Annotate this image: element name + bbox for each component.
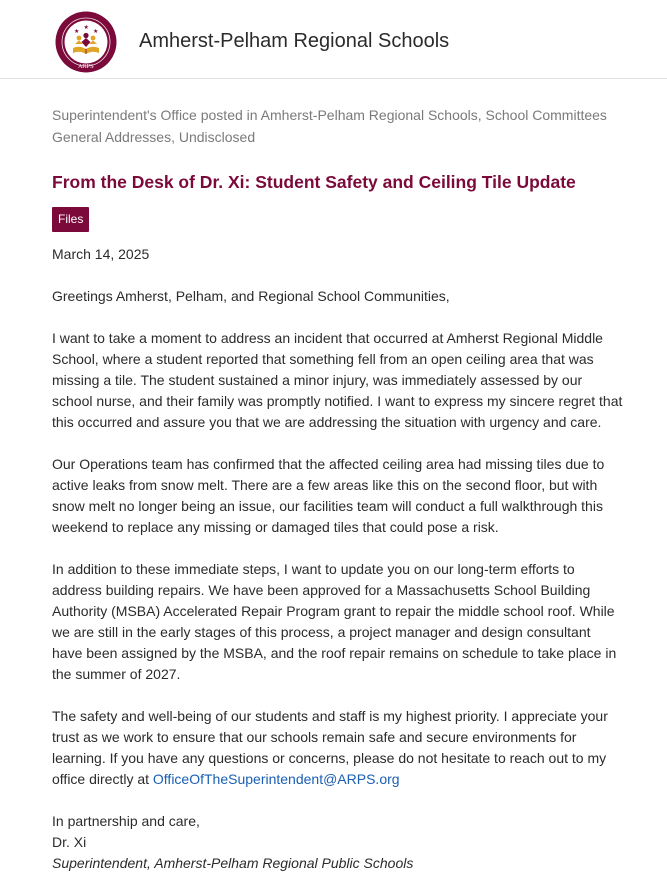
signature-name: Dr. Xi	[52, 834, 87, 850]
text-line: address building repairs. We have been approved for a Massachusetts School Building	[52, 582, 591, 598]
text-line: Our Operations team has confirmed that the affected ceiling area had missing tiles due to	[52, 456, 605, 472]
post-title: From the Desk of Dr. Xi: Student Safety and Ceiling Tile Update	[52, 172, 576, 192]
closing: In partnership and care,	[52, 813, 200, 829]
post-body	[52, 244, 632, 895]
logo-text: ARPS	[78, 64, 94, 70]
paragraph	[52, 454, 632, 538]
files-badge[interactable]: Files	[52, 207, 89, 232]
svg-text:★: ★	[93, 28, 99, 35]
arps-logo-icon[interactable]	[55, 11, 117, 73]
svg-text:★: ★	[74, 28, 80, 35]
text-line: snow melt no longer being an issue, our facilities team will conduct a full walkthrough this	[52, 498, 603, 514]
text-line: school nurse, and their family was promptly notified. I want to express my sincere regret that	[52, 393, 623, 409]
text-line: I want to take a moment to address an incident that occurred at Amherst Regional Middle	[52, 330, 603, 346]
text-line: The safety and well-being of our students and staff is my highest priority. I appreciate your	[52, 708, 608, 724]
text-line: active leaks from snow melt. There are a few areas like this on the second floor, but with	[52, 477, 598, 493]
post-meta	[52, 104, 632, 148]
signature-block	[52, 811, 632, 874]
paragraph	[52, 559, 632, 685]
text-line: School, where a student reported that something fell from an open ceiling area that was	[52, 351, 594, 367]
text-line: missing a tile. The student sustained a minor injury, was immediately assessed by our	[52, 372, 583, 388]
text-line: have been assigned by the MSBA, and the roof repair remains on schedule to take place in	[52, 645, 617, 661]
site-title[interactable]: Amherst-Pelham Regional Schools	[139, 30, 450, 52]
post-meta-line: Superintendent's Office posted in Amherst-Pelham Regional Schools, School Committees	[52, 107, 607, 123]
text-line: we are still in the early stages of this process, a project manager and design consultant	[52, 624, 591, 640]
text-line: Authority (MSBA) Accelerated Repair Program grant to repair the middle school roof. While	[52, 603, 615, 619]
text-line: trust as we work to ensure that our schools remain safe and secure environments for	[52, 729, 577, 745]
site-header	[0, 0, 667, 79]
text-line: In addition to these immediate steps, I want to update you on our long-term efforts to	[52, 561, 575, 577]
text-line: weekend to replace any missing or damaged tiles that could pose a risk.	[52, 519, 499, 535]
greeting: Greetings Amherst, Pelham, and Regional School Communities,	[52, 288, 450, 304]
text-line: the summer of 2027.	[52, 666, 181, 682]
text-line: learning. If you have any questions or concerns, please do not hesitate to reach out to my	[52, 750, 607, 766]
paragraph	[52, 706, 632, 790]
post-date: March 14, 2025	[52, 246, 150, 262]
signature-title: Superintendent, Amherst-Pelham Regional Public Schools	[52, 855, 414, 871]
text-line	[52, 769, 632, 790]
post-meta-line: General Addresses, Undisclosed	[52, 129, 256, 145]
paragraph	[52, 328, 632, 433]
svg-text:★: ★	[83, 24, 89, 31]
email-link[interactable]: OfficeOfTheSuperintendent@ARPS.org	[152, 771, 400, 787]
text-line-prefix: office directly at	[52, 771, 153, 787]
text-line: this occurred and assure you that we are addressing the situation with urgency and care.	[52, 414, 602, 430]
